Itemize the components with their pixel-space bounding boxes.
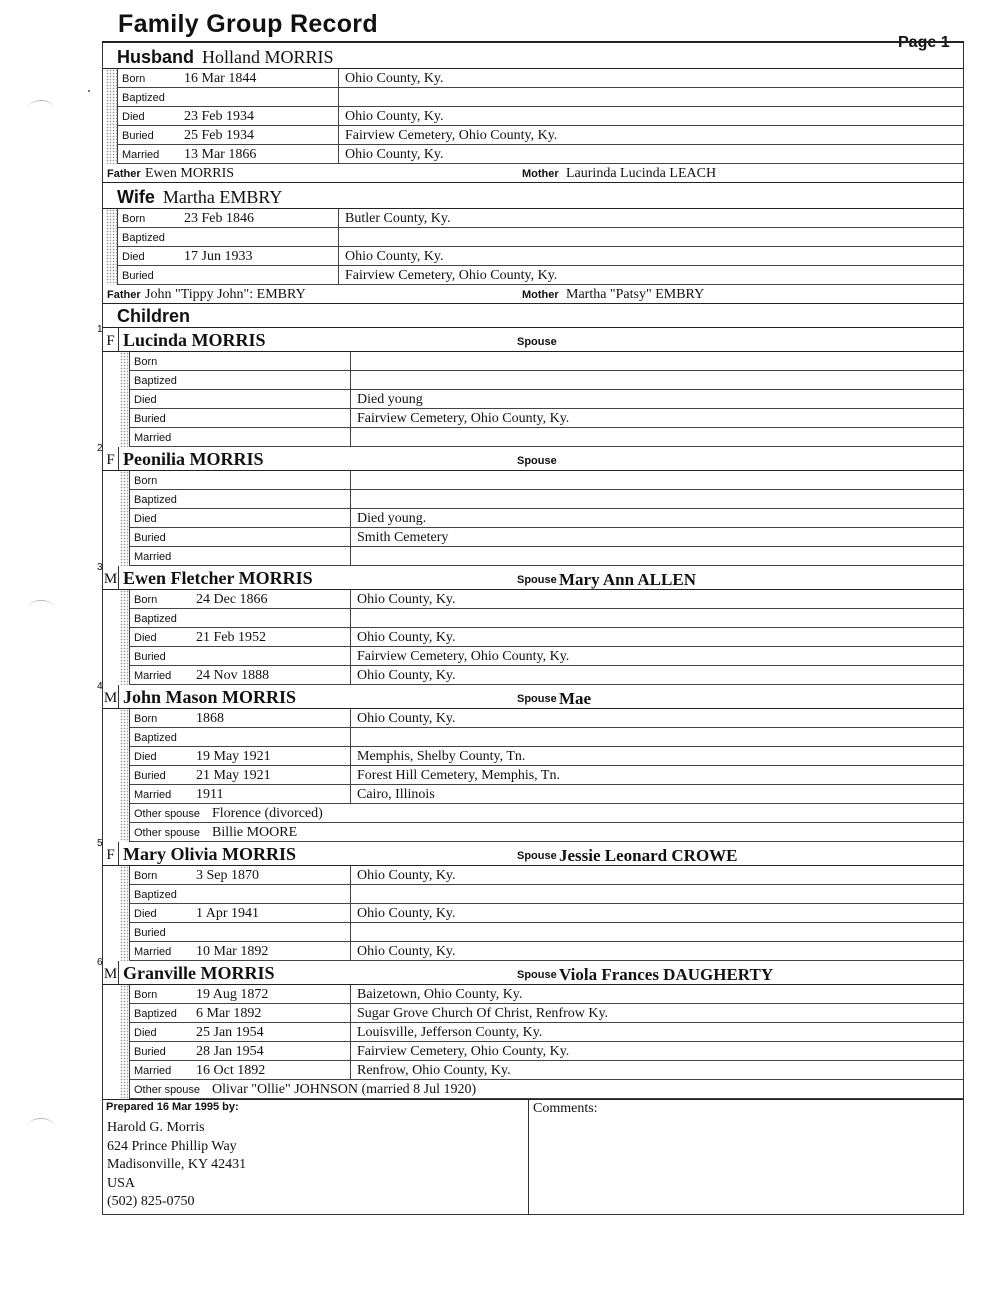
- mother-name: Martha "Patsy" EMBRY: [566, 287, 705, 302]
- event-label: Buried: [134, 1046, 166, 1058]
- child-number: 6: [97, 957, 103, 968]
- spouse-label: Spouse: [517, 336, 557, 348]
- event-label: Baptized: [134, 494, 177, 506]
- wife-parents-row: [103, 285, 963, 304]
- event-label: Married: [122, 149, 160, 161]
- event-row: [118, 107, 963, 126]
- event-place: Smith Cemetery: [350, 528, 963, 546]
- child-name: Granville MORRIS: [123, 963, 275, 983]
- other-spouse-row: [130, 804, 963, 823]
- event-place: Renfrow, Ohio County, Ky.: [350, 1061, 963, 1079]
- event-place: [350, 471, 963, 489]
- event-place: Ohio County, Ky.: [350, 866, 963, 884]
- event-row: [130, 747, 963, 766]
- event-label: Born: [134, 594, 158, 606]
- event-row: [130, 471, 963, 490]
- child-name: Mary Olivia MORRIS: [123, 844, 296, 864]
- event-row: [130, 923, 963, 942]
- event-label: Died: [134, 751, 157, 763]
- child-number: 5: [97, 838, 103, 849]
- event-place: Fairview Cemetery, Ohio County, Ky.: [350, 647, 963, 665]
- event-date: 23 Feb 1846: [184, 211, 254, 226]
- event-date: 16 Oct 1892: [196, 1063, 266, 1078]
- husband-events: [117, 69, 963, 164]
- preparer-address: [103, 1114, 528, 1212]
- spouse-label: Spouse: [517, 850, 557, 862]
- child-sex: M: [103, 961, 119, 984]
- event-label: Died: [134, 632, 157, 644]
- child-number: 4: [97, 681, 103, 692]
- event-place: [350, 885, 963, 903]
- event-label: Born: [134, 989, 158, 1001]
- event-label: Buried: [134, 927, 166, 939]
- event-label: Buried: [134, 651, 166, 663]
- event-place: [350, 923, 963, 941]
- child-record: [97, 681, 964, 842]
- event-date: 19 Aug 1872: [196, 987, 269, 1002]
- other-spouse-name: Florence (divorced): [212, 806, 323, 821]
- spouse-name: Jessie Leonard CROWE: [559, 846, 738, 865]
- family-group-form: [97, 41, 964, 1215]
- spouse-label: Spouse: [517, 455, 557, 467]
- address-line: 624 Prince Phillip Way: [107, 1138, 237, 1154]
- event-label: Buried: [134, 770, 166, 782]
- other-spouse-label: Other spouse: [134, 808, 201, 820]
- event-place: Baizetown, Ohio County, Ky.: [350, 985, 963, 1003]
- address-line: Harold G. Morris: [107, 1120, 205, 1135]
- event-date: 23 Feb 1934: [184, 109, 254, 124]
- child-sex: M: [103, 685, 119, 708]
- spouse-name: Mae: [559, 689, 592, 708]
- event-label: Baptized: [134, 1008, 177, 1020]
- event-label: Buried: [122, 270, 154, 282]
- husband-parents-row: [103, 164, 963, 183]
- other-spouse-label: Other spouse: [134, 1084, 201, 1096]
- event-label: Baptized: [134, 375, 177, 387]
- event-row: [118, 228, 963, 247]
- child-record: [97, 562, 964, 685]
- event-label: Buried: [122, 130, 154, 142]
- spouse-label: Spouse: [517, 574, 557, 586]
- event-label: Buried: [134, 413, 166, 425]
- record-title: Family Group Record: [118, 10, 378, 38]
- child-name: Lucinda MORRIS: [123, 330, 266, 350]
- event-row: [130, 390, 963, 409]
- punch-hole-mark: [28, 1118, 54, 1134]
- event-place: Fairview Cemetery, Ohio County, Ky.: [350, 409, 963, 427]
- event-place: Louisville, Jefferson County, Ky.: [350, 1023, 963, 1041]
- event-label: Baptized: [122, 92, 165, 104]
- event-label: Born: [134, 475, 158, 487]
- event-row: [130, 666, 963, 685]
- event-place: Ohio County, Ky.: [338, 107, 963, 125]
- child-name: Ewen Fletcher MORRIS: [123, 568, 313, 588]
- event-row: [130, 428, 963, 447]
- child-events: [129, 590, 963, 685]
- father-label: Father: [107, 168, 141, 180]
- event-place: Ohio County, Ky.: [338, 145, 963, 163]
- event-label: Born: [134, 713, 158, 725]
- husband-father: [103, 165, 483, 182]
- event-label: Baptized: [134, 889, 177, 901]
- event-label: Born: [122, 73, 146, 85]
- other-spouse-name: Billie MOORE: [212, 825, 298, 840]
- mother-label: Mother: [522, 289, 559, 301]
- event-date: 21 Feb 1952: [196, 630, 266, 645]
- event-label: Baptized: [134, 732, 177, 744]
- event-row: [130, 628, 963, 647]
- child-header: [103, 566, 963, 590]
- event-place: Butler County, Ky.: [338, 209, 963, 227]
- event-place: Fairview Cemetery, Ohio County, Ky.: [338, 266, 963, 284]
- wife-events: [117, 209, 963, 285]
- event-row: [118, 145, 963, 164]
- event-row: [130, 547, 963, 566]
- event-label: Died: [122, 111, 145, 123]
- punch-hole-mark: [28, 600, 54, 616]
- child-events: [129, 866, 963, 961]
- event-label: Married: [134, 1065, 172, 1077]
- prepared-by-box: [103, 1100, 529, 1214]
- event-row: [130, 885, 963, 904]
- children-list: [97, 324, 964, 1099]
- event-date: 24 Nov 1888: [196, 668, 270, 683]
- event-place: Ohio County, Ky.: [338, 69, 963, 87]
- event-place: Ohio County, Ky.: [350, 590, 963, 608]
- event-place: [350, 371, 963, 389]
- husband-mother: [483, 165, 716, 182]
- child-number: 1: [97, 324, 103, 335]
- child-header: [103, 447, 963, 471]
- mother-label: Mother: [522, 168, 559, 180]
- child-record: [97, 957, 964, 1099]
- event-place: Memphis, Shelby County, Tn.: [350, 747, 963, 765]
- event-row: [130, 509, 963, 528]
- event-row: [130, 904, 963, 923]
- event-label: Married: [134, 432, 172, 444]
- event-label: Born: [134, 356, 158, 368]
- event-row: [130, 766, 963, 785]
- event-date: 1868: [196, 711, 224, 726]
- event-place: [350, 352, 963, 370]
- child-number: 3: [97, 562, 103, 573]
- comments-box: [529, 1100, 963, 1214]
- event-label: Baptized: [134, 613, 177, 625]
- event-date: 3 Sep 1870: [196, 868, 259, 883]
- spouse-label: Spouse: [517, 693, 557, 705]
- event-label: Baptized: [122, 232, 165, 244]
- event-row: [130, 1042, 963, 1061]
- event-date: 19 May 1921: [196, 749, 271, 764]
- event-label: Born: [122, 213, 146, 225]
- event-place: Died young.: [350, 509, 963, 527]
- child-events: [129, 471, 963, 566]
- event-date: 16 Mar 1844: [184, 71, 257, 86]
- event-date: 28 Jan 1954: [196, 1044, 264, 1059]
- event-place: Ohio County, Ky.: [350, 628, 963, 646]
- child-name: John Mason MORRIS: [123, 687, 297, 707]
- event-row: [130, 866, 963, 885]
- address-line: Madisonville, KY 42431: [107, 1157, 247, 1172]
- spouse-label: Spouse: [517, 969, 557, 981]
- wife-header: [103, 183, 963, 209]
- event-place: Forest Hill Cemetery, Memphis, Tn.: [350, 766, 963, 784]
- event-date: 1 Apr 1941: [196, 906, 259, 921]
- event-label: Married: [134, 670, 172, 682]
- event-row: [130, 1061, 963, 1080]
- wife-name: Martha EMBRY: [162, 187, 283, 207]
- event-row: [118, 69, 963, 88]
- footer-section: [102, 1099, 964, 1215]
- event-row: [130, 647, 963, 666]
- event-row: [130, 985, 963, 1004]
- event-label: Married: [134, 551, 172, 563]
- event-row: [130, 528, 963, 547]
- event-row: [118, 266, 963, 285]
- address-line: (502) 825-0750: [107, 1194, 195, 1209]
- event-row: [130, 371, 963, 390]
- event-label: Died: [134, 513, 157, 525]
- event-date: 17 Jun 1933: [184, 249, 253, 264]
- child-record: [97, 838, 964, 961]
- child-sex: F: [103, 328, 119, 351]
- event-date: 1911: [196, 787, 224, 802]
- child-header: [103, 961, 963, 985]
- address-line: USA: [107, 1175, 136, 1191]
- other-spouse-name: Olivar "Ollie" JOHNSON (married 8 Jul 1920): [212, 1082, 477, 1097]
- child-record: [97, 443, 964, 566]
- wife-label: Wife: [117, 187, 155, 207]
- event-row: [118, 88, 963, 107]
- event-date: 25 Feb 1934: [184, 128, 254, 143]
- event-date: 10 Mar 1892: [196, 944, 269, 959]
- event-date: 24 Dec 1866: [196, 592, 268, 607]
- children-header: [102, 304, 964, 328]
- child-name: Peonilia MORRIS: [123, 449, 264, 469]
- other-spouse-row: [130, 823, 963, 842]
- event-row: [130, 728, 963, 747]
- event-place: [350, 490, 963, 508]
- event-place: Cairo, Illinois: [350, 785, 963, 803]
- event-label: Born: [134, 870, 158, 882]
- child-sex: F: [103, 842, 119, 865]
- father-name: John "Tippy John": EMBRY: [145, 287, 306, 302]
- event-row: [130, 709, 963, 728]
- event-place: Fairview Cemetery, Ohio County, Ky.: [338, 126, 963, 144]
- child-header: [103, 685, 963, 709]
- child-header: [103, 328, 963, 352]
- prepared-by-label: Prepared 16 Mar 1995 by:: [106, 1101, 239, 1113]
- spouse-name: Mary Ann ALLEN: [559, 570, 696, 589]
- child-events: [129, 709, 963, 842]
- event-row: [118, 126, 963, 145]
- spouse-name: Viola Frances DAUGHERTY: [559, 965, 774, 984]
- event-place: Ohio County, Ky.: [350, 666, 963, 684]
- event-place: Ohio County, Ky.: [350, 904, 963, 922]
- other-spouse-row: [130, 1080, 963, 1099]
- event-place: [350, 428, 963, 446]
- event-row: [130, 1004, 963, 1023]
- event-row: [130, 352, 963, 371]
- father-label: Father: [107, 289, 141, 301]
- event-label: Died: [122, 251, 145, 263]
- event-date: 6 Mar 1892: [196, 1006, 262, 1021]
- child-events: [129, 352, 963, 447]
- wife-section: [102, 183, 964, 304]
- event-place: [350, 728, 963, 746]
- child-events: [129, 985, 963, 1099]
- event-row: [130, 609, 963, 628]
- event-label: Died: [134, 1027, 157, 1039]
- event-place: [350, 547, 963, 565]
- child-sex: M: [103, 566, 119, 589]
- wife-father: [103, 286, 483, 303]
- event-place: [338, 228, 963, 246]
- child-header: [103, 842, 963, 866]
- event-row: [130, 1023, 963, 1042]
- event-row: [118, 209, 963, 228]
- page-number: Page 1: [898, 34, 950, 51]
- child-sex: F: [103, 447, 119, 470]
- punch-hole-mark: [28, 100, 54, 116]
- event-label: Buried: [134, 532, 166, 544]
- father-name: Ewen MORRIS: [145, 166, 235, 181]
- event-label: Married: [134, 789, 172, 801]
- event-row: [130, 490, 963, 509]
- other-spouse-label: Other spouse: [134, 827, 201, 839]
- husband-label: Husband: [117, 47, 195, 67]
- event-row: [130, 785, 963, 804]
- event-place: Ohio County, Ky.: [338, 247, 963, 265]
- event-row: [130, 590, 963, 609]
- wife-mother: [483, 286, 704, 303]
- husband-section: [102, 43, 964, 183]
- event-place: Sugar Grove Church Of Christ, Renfrow Ky.: [350, 1004, 963, 1022]
- event-row: [130, 409, 963, 428]
- event-label: Married: [134, 946, 172, 958]
- child-record: [97, 324, 964, 447]
- event-label: Died: [134, 394, 157, 406]
- event-place: [338, 88, 963, 106]
- event-row: [118, 247, 963, 266]
- mother-name: Laurinda Lucinda LEACH: [566, 166, 717, 181]
- scan-speck: [88, 90, 90, 92]
- event-date: 13 Mar 1866: [184, 147, 257, 162]
- event-place: [350, 609, 963, 627]
- comments-label: Comments:: [533, 1101, 598, 1116]
- event-place: Ohio County, Ky.: [350, 709, 963, 727]
- husband-header: [103, 43, 963, 69]
- children-label: Children: [117, 306, 191, 326]
- event-place: Fairview Cemetery, Ohio County, Ky.: [350, 1042, 963, 1060]
- event-place: Ohio County, Ky.: [350, 942, 963, 960]
- event-date: 21 May 1921: [196, 768, 271, 783]
- child-number: 2: [97, 443, 103, 454]
- event-date: 25 Jan 1954: [196, 1025, 264, 1040]
- husband-name: Holland MORRIS: [202, 47, 334, 67]
- event-label: Died: [134, 908, 157, 920]
- event-row: [130, 942, 963, 961]
- event-place: Died young: [350, 390, 963, 408]
